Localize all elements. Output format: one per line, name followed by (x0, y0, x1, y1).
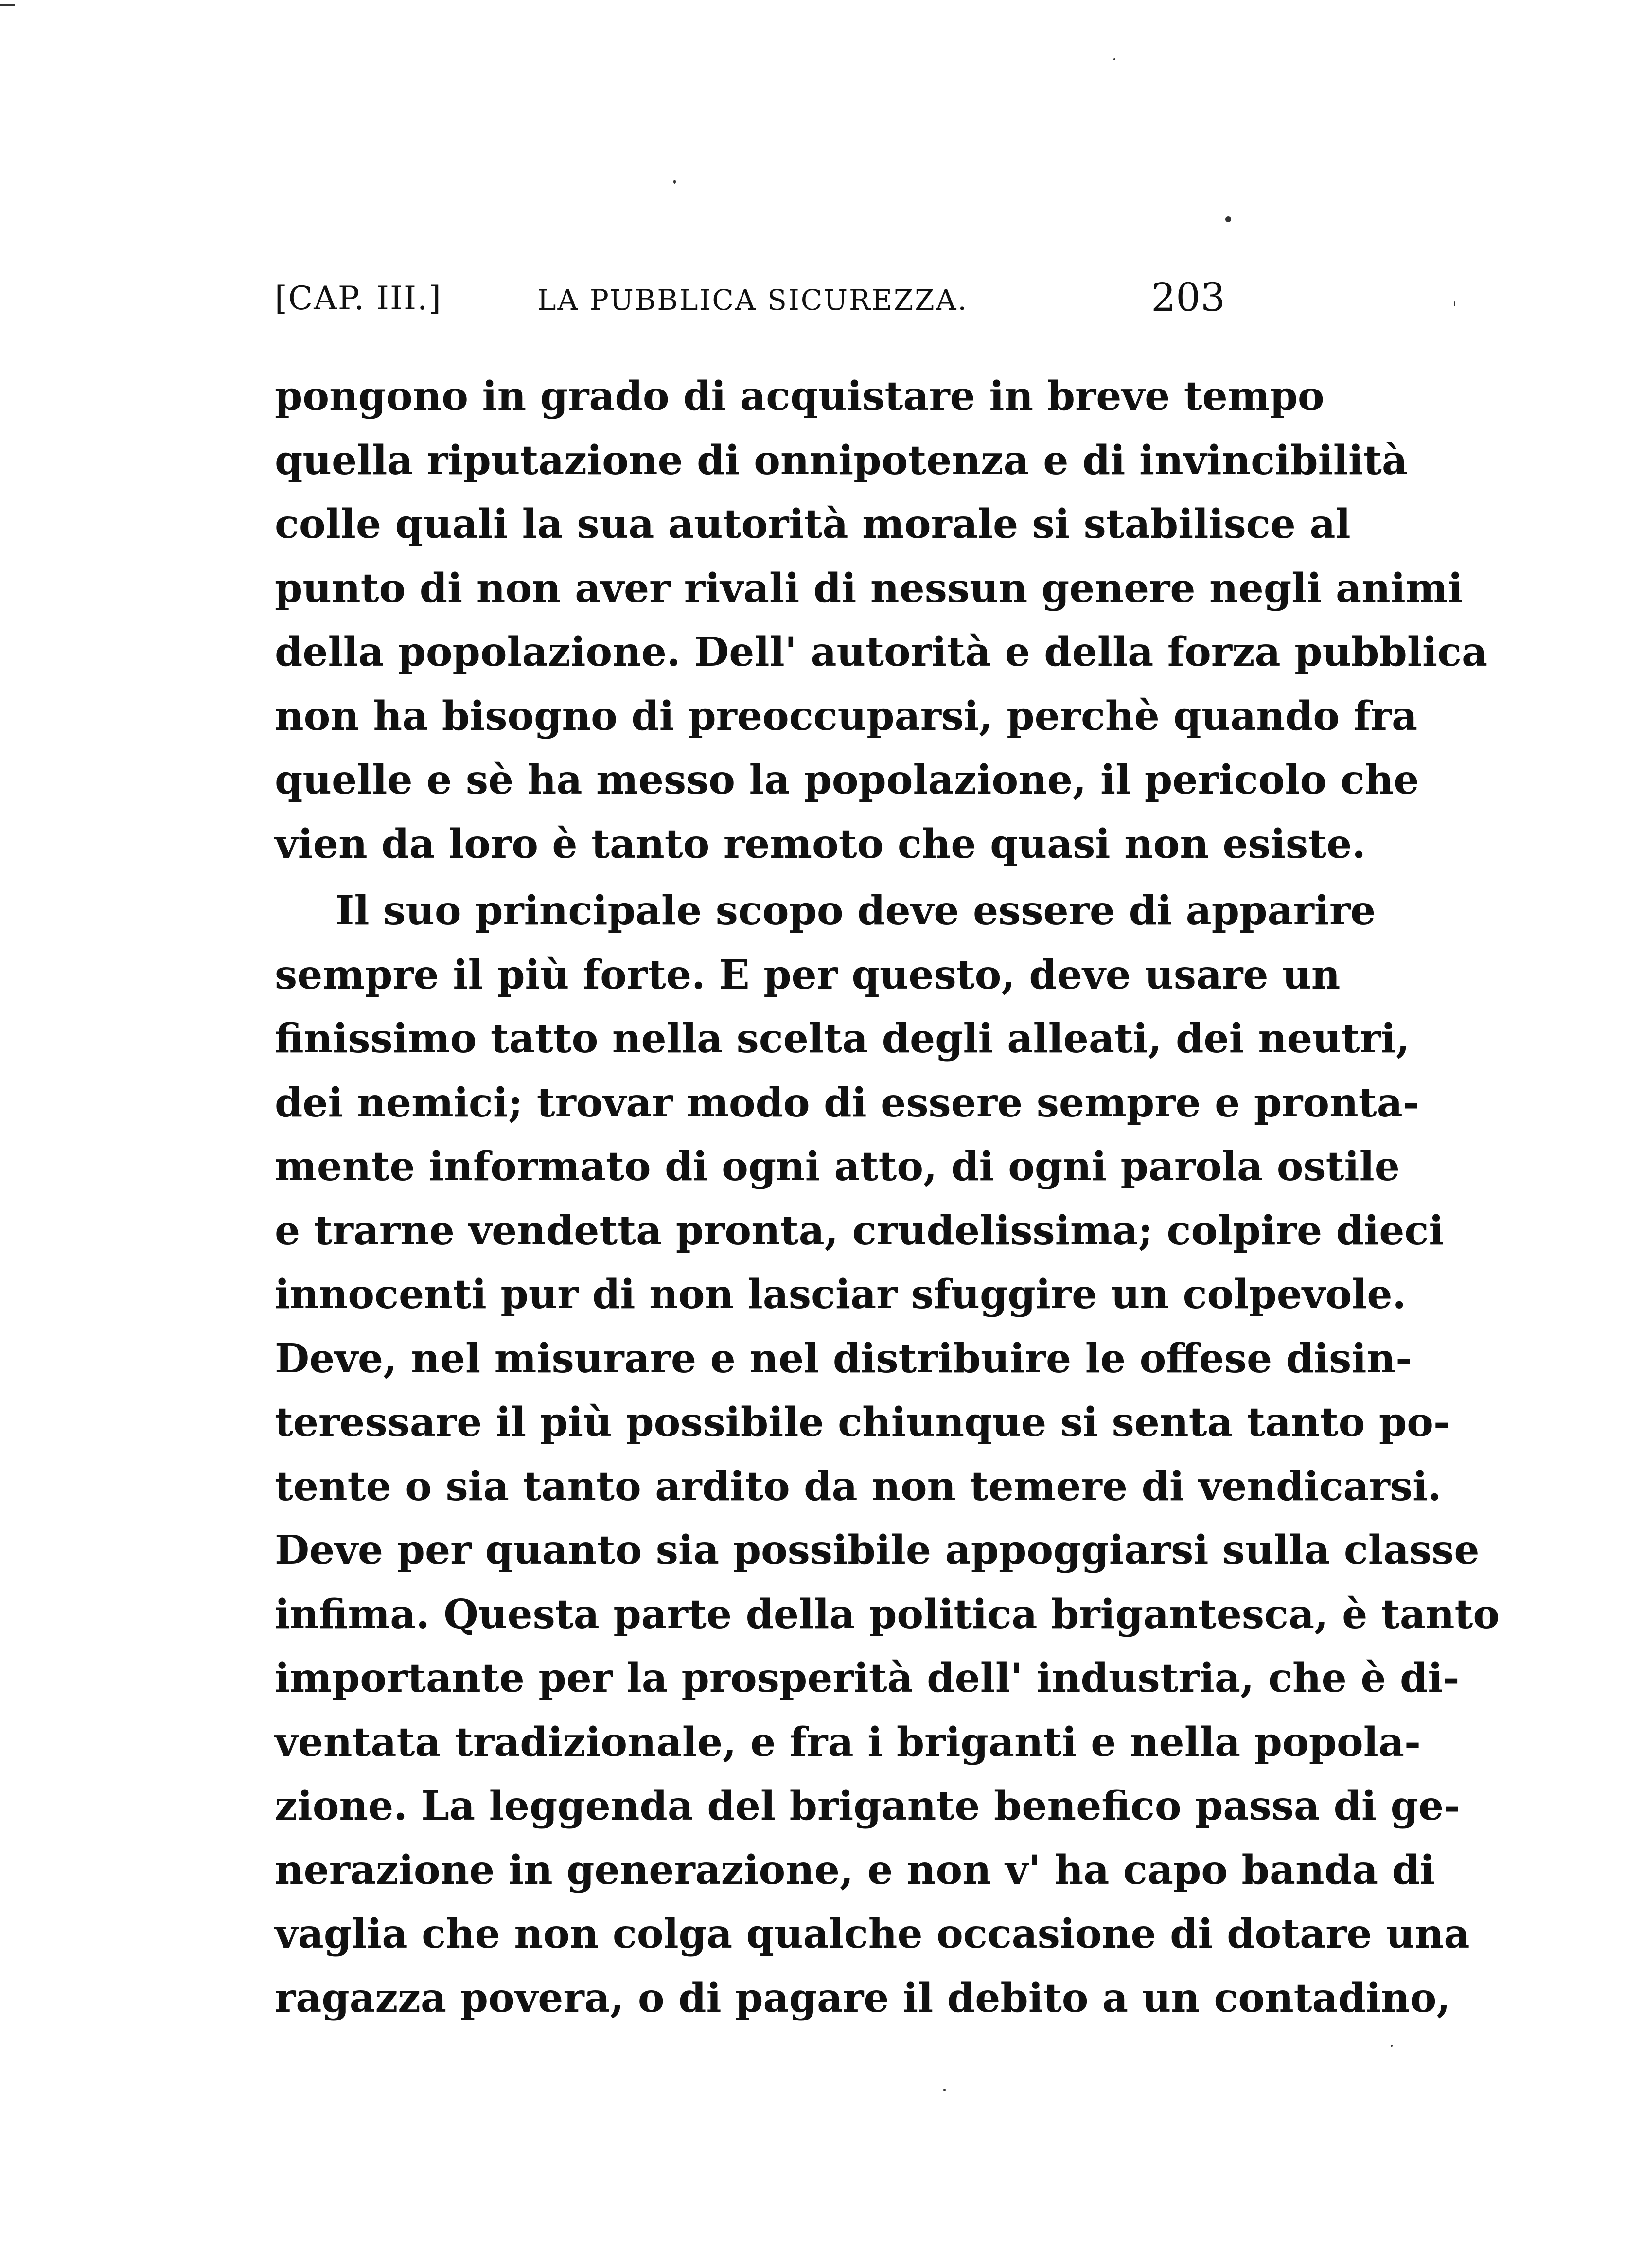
text-line: innocenti pur di non lasciar sfuggire un colpevole. (275, 1271, 1407, 1318)
text-line: vien da loro è tanto remoto che quasi non esiste. (275, 820, 1366, 868)
text-line: ventata tradizionale, e fra i briganti e nella popola- (275, 1719, 1421, 1766)
body-text (275, 365, 1500, 2030)
text-line: teressare il più possibile chiunque si senta tanto po- (275, 1399, 1450, 1446)
text-line: non ha bisogno di preoccuparsi, perchè quando fra (275, 692, 1418, 740)
running-chapter: [CAP. III.] (275, 280, 442, 317)
page-number: 203 (1151, 275, 1225, 320)
scan-speck (1225, 216, 1231, 222)
text-line: importante per la prosperità dell' industria, che è di- (275, 1655, 1460, 1701)
text-line: Il suo principale scopo deve essere di apparire (336, 887, 1376, 934)
text-line: e trarne vendetta pronta, crudelissima; colpire dieci (275, 1207, 1444, 1254)
scan-speck (0, 4, 15, 6)
text-line: Deve per quanto sia possibile appoggiarsi sulla classe (275, 1527, 1480, 1574)
text-line: Deve, nel misurare e nel distribuire le offese disin- (275, 1335, 1413, 1382)
text-line: nerazione in generazione, e non v' ha capo banda di (275, 1846, 1435, 1894)
text-line: quella riputazione di onnipotenza e di invincibilità (275, 437, 1408, 484)
running-header (275, 275, 1225, 333)
text-line: vaglia che non colga qualche occasione di dotare una (275, 1911, 1470, 1957)
text-line: dei nemici; trovar modo di essere sempre e pronta- (275, 1079, 1419, 1126)
text-line: pongono in grado di acquistare in breve tempo (275, 373, 1325, 420)
text-line: infima. Questa parte della politica brigantesca, è tanto (275, 1591, 1500, 1638)
scan-speck (673, 180, 676, 184)
text-line: colle quali la sua autorità morale si stabilisce al (275, 501, 1351, 548)
running-title: LA PUBBLICA SICUREZZA. (537, 284, 968, 317)
text-line: mente informato di ogni atto, di ogni parola ostile (275, 1143, 1400, 1190)
text-line: punto di non aver rivali di nessun genere negli animi (275, 565, 1463, 612)
text-line: quelle e sè ha messo la popolazione, il pericolo che (275, 757, 1419, 803)
scan-speck (1391, 2045, 1393, 2047)
text-line: della popolazione. Dell' autorità e della forza pubblica (275, 629, 1488, 675)
scan-speck (1454, 301, 1455, 306)
scan-speck (1113, 58, 1115, 60)
scan-speck (943, 2089, 946, 2091)
text-line: ragazza povera, o di pagare il debito a un contadino, (275, 1974, 1451, 2021)
text-line: sempre il più forte. E per questo, deve usare un (275, 951, 1341, 998)
text-line: finissimo tatto nella scelta degli alleati, dei neutri, (275, 1015, 1410, 1062)
text-line: zione. La leggenda del brigante benefico passa di ge- (275, 1783, 1461, 1829)
text-line: tente o sia tanto ardito da non temere di vendicarsi. (275, 1463, 1442, 1510)
